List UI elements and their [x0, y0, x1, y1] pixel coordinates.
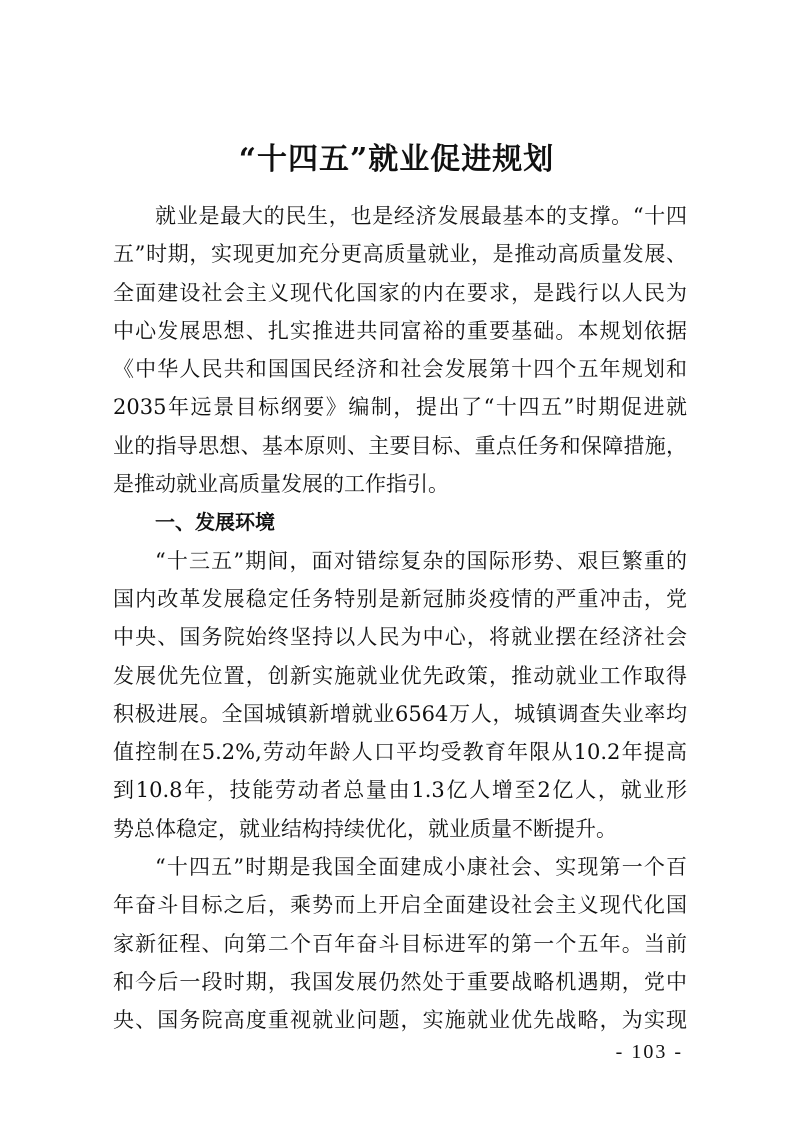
paragraph-line: 年奋斗目标之后，乘势而上开启全面建设社会主义现代化国	[113, 893, 687, 918]
paragraph-line: 中央、国务院始终坚持以人民为中心，将就业摆在经济社会	[113, 625, 687, 650]
paragraph-line: “十四五”时期是我国全面建成小康社会、实现第一个百	[155, 855, 687, 880]
page-number: - 103 -	[615, 1041, 683, 1063]
document-body	[113, 197, 687, 1040]
paragraph-line: 发展优先位置，创新实施就业优先政策，推动就业工作取得	[113, 663, 687, 688]
paragraph-line: 业的指导思想、基本原则、主要目标、重点任务和保障措施，	[113, 433, 687, 458]
paragraph-line: 是推动就业高质量发展的工作指引。	[113, 472, 449, 497]
paragraph-line: 国内改革发展稳定任务特别是新冠肺炎疫情的严重冲击，党	[113, 586, 687, 611]
paragraph-line: 和今后一段时期，我国发展仍然处于重要战略机遇期，党中	[113, 969, 687, 994]
paragraph-line: 央、国务院高度重视就业问题，实施就业优先战略，为实现	[113, 1008, 687, 1033]
paragraph-line: 中心发展思想、扎实推进共同富裕的重要基础。本规划依据	[113, 318, 687, 343]
paragraph-line: 全面建设社会主义现代化国家的内在要求，是践行以人民为	[113, 280, 687, 305]
section-heading: 一、发展环境	[155, 510, 275, 535]
paragraph-line: 五”时期，实现更加充分更高质量就业，是推动高质量发展、	[113, 242, 687, 267]
paragraph-line: 值控制在5.2%,劳动年龄人口平均受教育年限从10.2年提高	[113, 740, 687, 765]
paragraph-line: “十三五”期间，面对错综复杂的国际形势、艰巨繁重的	[155, 548, 687, 573]
paragraph-line: 就业是最大的民生，也是经济发展最基本的支撑。“十四	[155, 204, 687, 228]
document-title: “十四五”就业促进规划	[238, 142, 555, 177]
paragraph-line: 积极进展。全国城镇新增就业6564万人，城镇调查失业率均	[113, 701, 687, 726]
paragraph-line: 《中华人民共和国国民经济和社会发展第十四个五年规划和	[113, 357, 687, 382]
paragraph-line: 到10.8年，技能劳动者总量由1.3亿人增至2亿人，就业形	[113, 778, 687, 803]
paragraph-line: 家新征程、向第二个百年奋斗目标进军的第一个五年。当前	[113, 931, 687, 956]
paragraph-line: 2035年远景目标纲要》编制，提出了“十四五”时期促进就	[113, 395, 687, 420]
paragraph-line: 势总体稳定，就业结构持续优化，就业质量不断提升。	[113, 816, 617, 841]
